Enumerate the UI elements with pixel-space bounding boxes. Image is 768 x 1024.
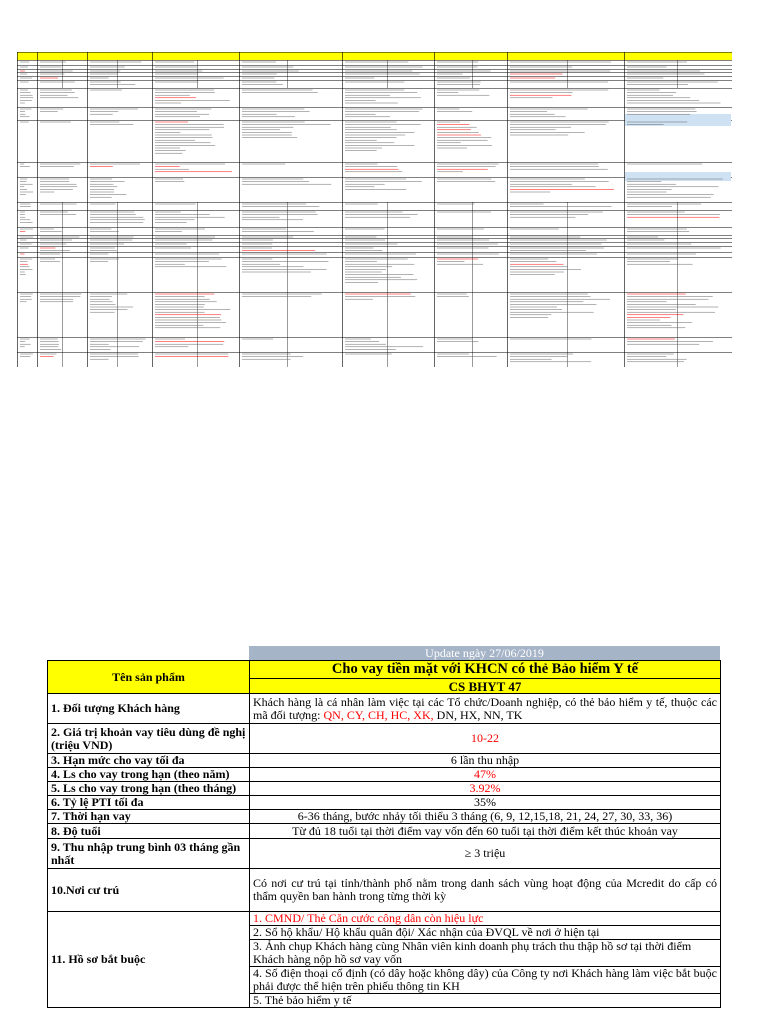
product-name-label: Tên sản phẩm	[48, 661, 250, 694]
row-label: 5. Ls cho vay trong hạn (theo tháng)	[48, 782, 250, 796]
customer-red-codes: QN, CY, CH, HC, XK,	[323, 707, 434, 722]
table-row	[48, 694, 721, 724]
term-value: 6-36 tháng, bước nhảy tối thiểu 3 tháng (6, 9, 12,15,18, 21, 24, 27, 30, 33, 36)	[250, 810, 721, 824]
product-table	[47, 660, 721, 1008]
table-row	[48, 724, 721, 754]
row-label: 7. Thời hạn vay	[48, 810, 250, 824]
document-item: 1. CMND/ Thẻ Căn cước công dân còn hiệu lực	[250, 912, 720, 926]
row-label: 10.Nơi cư trú	[48, 869, 250, 912]
table-row	[48, 912, 721, 1008]
rate-month-value: 3.92%	[250, 782, 721, 796]
product-title-row	[48, 661, 721, 679]
row-label: 1. Đối tượng Khách hàng	[48, 694, 250, 724]
document-item: 3. Ảnh chụp Khách hàng cùng Nhân viên kinh doanh phụ trách thu thập hồ sơ tại thời điểm Khách hàng nộp hồ sơ vay vốn	[250, 940, 720, 967]
table-row	[48, 782, 721, 796]
row-label: 3. Hạn mức cho vay tối đa	[48, 754, 250, 768]
rate-year-value: 47%	[250, 768, 721, 782]
residence-value: Có nơi cư trú tại tỉnh/thành phố nằm trong danh sách vùng hoạt động của Mcredit do cấp có thẩm quyền ban hành trong từng thời kỳ	[250, 869, 721, 912]
age-value: Từ đủ 18 tuổi tại thời điểm vay vốn đến 60 tuổi tại thời điểm kết thúc khoản vay	[250, 824, 721, 839]
overview-highlight-cell	[625, 114, 731, 126]
customer-target-cell	[250, 694, 721, 724]
row-label: 11. Hồ sơ bắt buộc	[48, 912, 250, 1008]
income-value: ≥ 3 triệu	[250, 839, 721, 869]
pti-value: 35%	[250, 796, 721, 810]
row-label: 9. Thu nhập trung bình 03 tháng gần nhất	[48, 839, 250, 869]
table-row	[48, 869, 721, 912]
product-title: Cho vay tiền mặt với KHCN có thẻ Bảo hiểm Y tế	[250, 661, 721, 679]
spreadsheet-overview	[17, 52, 732, 367]
update-date-banner: Update ngày 27/06/2019	[249, 646, 720, 660]
table-row	[48, 839, 721, 869]
customer-text: Khách hàng là cá nhân làm việc tại các Tổ chức/Doanh nghiệp, có thẻ bảo hiểm y tế, thuộc các mã đối tượng:	[253, 694, 717, 722]
table-row	[48, 754, 721, 768]
overview-highlight-cell	[625, 172, 731, 181]
documents-list	[250, 912, 721, 1008]
row-label: 6. Tỷ lệ PTI tối đa	[48, 796, 250, 810]
row-label: 4. Ls cho vay trong hạn (theo năm)	[48, 768, 250, 782]
document-item: 5. Thẻ bảo hiểm y tế	[253, 993, 352, 1007]
customer-codes: DN, HX, NN, TK	[433, 707, 523, 722]
document-item: 2. Sổ hộ khẩu/ Hộ khẩu quân đội/ Xác nhận của ĐVQL về nơi ở hiện tại	[250, 926, 720, 940]
row-label: 2. Giá trị khoản vay tiêu dùng đề nghị (triệu VND)	[48, 724, 250, 754]
limit-value: 6 lần thu nhập	[250, 754, 721, 768]
product-code: CS BHYT 47	[250, 679, 721, 694]
row-label: 8. Độ tuổi	[48, 824, 250, 839]
table-row	[48, 824, 721, 839]
loan-value: 10-22	[250, 724, 721, 754]
overview-grid	[17, 52, 732, 367]
table-row	[48, 768, 721, 782]
table-row	[48, 796, 721, 810]
table-row	[48, 810, 721, 824]
document-item: 4. Số điện thoại cố định (có dây hoặc không dây) của Công ty nơi Khách hàng làm việc bắt buộc phải được thể hiện trên phiếu thông tin KH	[250, 967, 720, 994]
